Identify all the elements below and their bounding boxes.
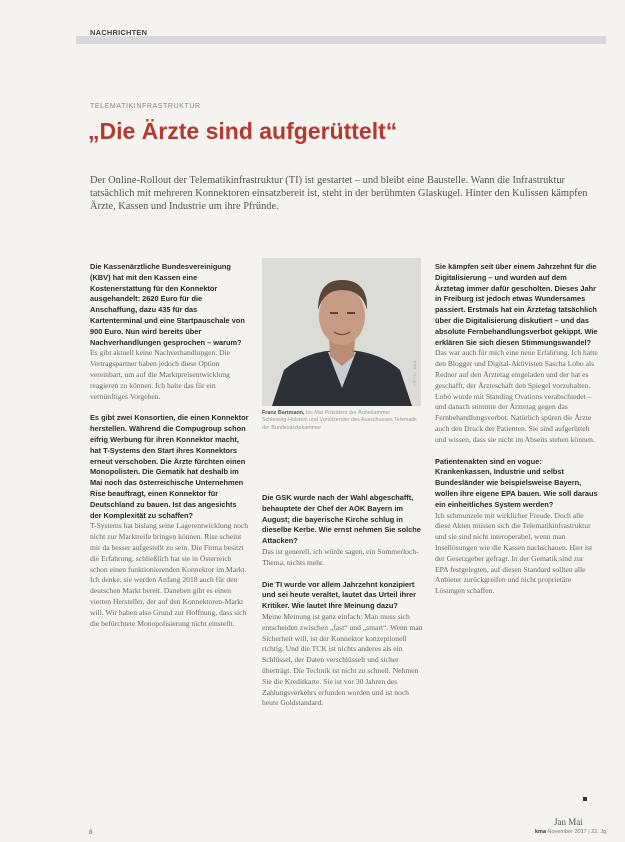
- photo-credit: FOTO: BÄK: [412, 360, 417, 386]
- author-signature: Jan Mai: [554, 817, 583, 827]
- photo-caption: [262, 410, 417, 432]
- answer: Das ist generell, ich würde sagen, ein Sommerloch-Thema, nichts mehr.: [262, 546, 419, 567]
- caption-text: bis Mai Präsident der Ärztekammer Schleswig-Holstein und Vorsitzender des Ausschusses Telematik der Bundesärztekammer: [262, 410, 417, 431]
- footer-issue: November 2017: [547, 829, 587, 835]
- answer: Das war auch für mich eine neue Erfahrung. Ich hatte den Blogger und Digital-Aktivisten Sascha Lobo als Redner auf den Ärztetag eingeladen und der hat es geschafft, der Ärzteschaft den Spiegel vorzuhalten. Lobo wurde mit Standing Ovations verabschiedet – und danach stimmte der Ärztetag gegen das Fernbehandlungsverbot. Natürlich spüren die Ärzte auch den Druck der Patienten. Sie sind aufgerüttelt und wissen, dass sie nicht im Abseits stehen können.: [435, 348, 598, 444]
- question: Die Kassenärztliche Bundesvereinigung (KBV) hat mit den Kassen eine Kostenerstattung für den Konnektor ausgehandelt: 2620 Euro für die Anschaffung, dazu 435 für das Kartenterminal und eine Startpauschale von 900 Euro. Nun wird bereits über Nachverhandlungen gesprochen – warum?: [90, 262, 245, 347]
- page-number-left: 8: [89, 830, 93, 836]
- footer-volume: 22. Jg.: [591, 829, 608, 835]
- portrait-image: [262, 258, 421, 406]
- answer: Ich schmunzele mit wirklicher Freude. Doch alle diese Akten müssen sich die Telematikinfrastruktur und sie sind nicht interoperabel, wenn man Insellösungen wie die Kassen nachschauen. Hier ist der Gesetzgeber gefragt. In der Gematik sind zur EPA festgelegten, auf diesen Standard sollten alle Anbieter zurückgreifen und nicht proprietäre Lösungen schaffen.: [435, 510, 593, 596]
- article-lead: Der Online-Rollout der Telematikinfrastruktur (TI) ist gestartet – und bleibt eine Baustelle. Wann die Infrastruktur tatsächlich mit mehreren Konnektoren einsatzbereit ist, steht in der berühmten Glaskugel. Hinter den Kulissen kämpfen Ärzte, Kassen und Industrie um ihre Pfründe.: [90, 175, 588, 212]
- answer: Meine Meinung ist ganz einfach: Man muss sich entscheiden zwischen „fast“ und „smart“. Wenn man Sicherheit will, ist der Konnektor konzeptionell richtig. Und die TCK ist nichts anderes als ein Schlüssel, der Daten verschlüsselt und sicher überträgt. Die Technik ist nicht zu schnell. Nehmen Sie die Kreditkarte. Sie ist vor 30 Jahren des Zahlungsverkehrs erfunden worden und ist noch heute Goldstandard.: [262, 611, 423, 708]
- caption-name: Franz Bartmann,: [262, 410, 305, 416]
- column-2: [262, 493, 423, 720]
- column-3: [435, 262, 598, 608]
- section-label: NACHRICHTEN: [90, 28, 148, 37]
- answer: Es gibt aktuell keine Nachverhandlungen. Die Vertragspartner haben jedoch diese Option vereinbart, um auf die Marktpreisentwicklung reagieren zu können. Ich halte das für ein vernünftiges Vorgehen.: [90, 348, 231, 401]
- article-headline: „Die Ärzte sind aufgerüttelt“: [88, 118, 398, 144]
- footer: kma November 2017 | 22. Jg.: [535, 829, 608, 835]
- column-1: [90, 262, 250, 640]
- answer: T-Systems hat bislang seine Lagerentwicklung noch nicht zur Marktreife bringen können. Rise scheint mir da besser aufgestellt zu sein. Die Firma besitzt die Erfahrung, schließlich hat sie in Österreich schon einen funktionierenden Konnektor im Markt. Ich denke, sie werden Anfang 2018 auch für den deutschen Markt bereit. Daneben gibt es einen vierten Hersteller, der auf den Konnektoren-Markt will. Wir haben also Grund zur Hoffnung, dass sich die befürchtete Monopolisierung nicht einstellt.: [90, 521, 249, 628]
- question: Sie kämpfen seit über einem Jahrzehnt für die Digitalisierung – und wurden auf dem Ärztetag immer dafür gescholten. Dieses Jahr in Freiburg ist jedoch etwas Wundersames passiert. Erstmals hat ein Ärztetag tatsächlich über die Digitalisierung diskutiert – und das absolute Fernbehandlungsverbot gekippt. Wie erklären Sie sich diesen Stimmungswandel?: [435, 262, 598, 347]
- question: Die GSK wurde nach der Wahl abgeschafft, behauptete der Chef der AOK Bayern im August; die bayerische Kirche schlug in dieselbe Kerbe. Wie ernst nehmen Sie solche Attacken?: [262, 493, 421, 546]
- question: Die TI wurde vor allem Jahrzehnt konzipiert und sei heute veraltet, lautet das Urteil ihrer Kritiker. Wie lautet Ihre Meinung dazu?: [262, 579, 417, 611]
- portrait-photo: [262, 258, 421, 406]
- article-kicker: TELEMATIKINFRASTRUKTUR: [90, 103, 201, 110]
- end-of-article-mark: [583, 797, 587, 801]
- question: Patientenakten sind en vogue: Krankenkassen, Industrie und selbst Bundesländer wie beispielsweise Bayern, wollen ihre eigene EPA bauen. Wie soll daraus ein einheitliches System werden?: [435, 456, 598, 509]
- header-rule: [76, 36, 606, 44]
- question: Es gibt zwei Konsortien, die einen Konnektor herstellen. Während die Compugroup schon eifrig Werbung für ihren Konnektor macht, hat T-Systems den Start ihres Konnektors erneut verschoben. Die Ärzte fürchten einen Monopolisten. Die Gematik hat deshalb im Mai noch das österreichische Unternehmen Rise beauftragt, einen Konnektor für Deutschland zu bauen. Ist das angesichts der Komplexität zu schaffen?: [90, 413, 249, 520]
- footer-brand: kma: [535, 829, 547, 835]
